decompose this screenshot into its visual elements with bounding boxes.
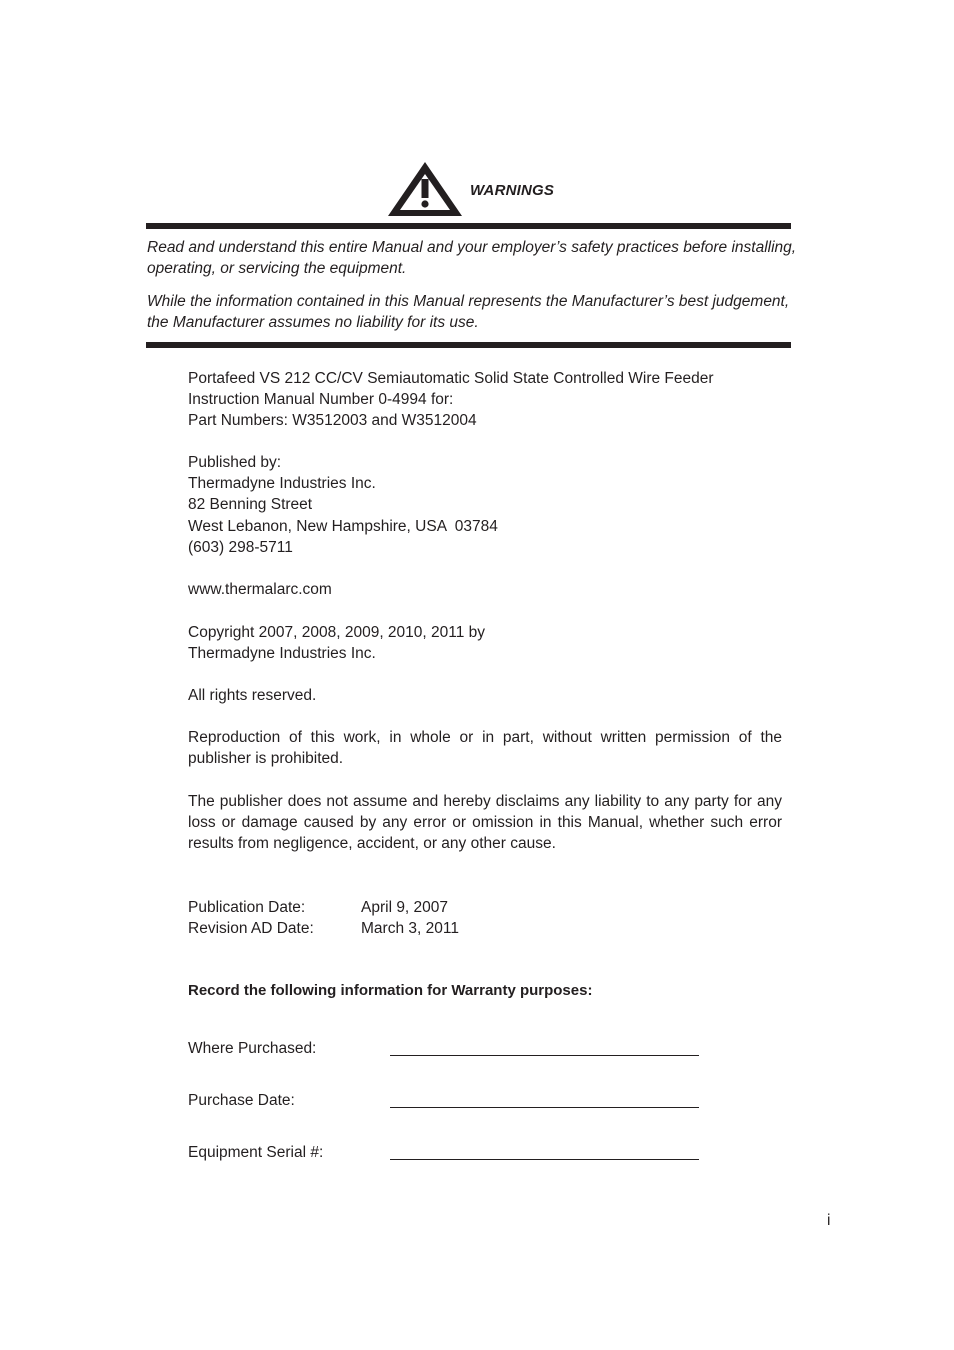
copyright-block (188, 622, 788, 664)
publisher-block (188, 452, 788, 558)
part-numbers: Part Numbers: W3512003 and W3512004 (188, 412, 477, 430)
disclaimer: The publisher does not assume and hereby disclaims any liability to any party for any loss or damage caused by any error or omission in this Manual, whether such error results from negligence, accident, or any other cause. (188, 793, 782, 853)
purchase-date-label: Purchase Date: (188, 1092, 295, 1109)
publisher-street: 82 Benning Street (188, 496, 313, 514)
published-by-label: Published by: (188, 454, 282, 471)
product-title: Portafeed VS 212 CC/CV Semiautomatic Solid State Controlled Wire Feeder (188, 370, 714, 387)
manual-number: Instruction Manual Number 0-4994 for: (188, 391, 454, 409)
copyright-holder: Thermadyne Industries Inc. (188, 645, 376, 663)
publication-date-value: April 9, 2007 (361, 899, 449, 916)
serial-number-field[interactable] (390, 1159, 699, 1160)
revision-date-label: Revision AD Date: (188, 920, 314, 938)
product-info (188, 368, 788, 432)
reproduction-notice: Reproduction of this work, in whole or in part, without written permission of the publisher is prohibited. (188, 729, 782, 768)
rights-reserved: All rights reserved. (188, 687, 317, 704)
copyright-line: Copyright 2007, 2008, 2009, 2010, 2011 by (188, 624, 486, 641)
purchase-date-field[interactable] (390, 1107, 699, 1108)
bottom-divider (146, 342, 791, 348)
publisher-city: West Lebanon, New Hampshire, USA 03784 (188, 517, 498, 535)
warning-paragraph-1: Read and understand this entire Manual and your employer’s safety practices before installing, operating, or servicing the equipment. (147, 239, 797, 277)
serial-number-label: Equipment Serial #: (188, 1144, 324, 1161)
revision-date-value: March 3, 2011 (361, 920, 459, 938)
warnings-title: WARNINGS (470, 182, 555, 199)
publisher-name: Thermadyne Industries Inc. (188, 475, 376, 493)
where-purchased-label: Where Purchased: (188, 1040, 317, 1057)
top-divider (146, 223, 791, 229)
warranty-heading: Record the following information for Warranty purposes: (188, 982, 593, 999)
website: www.thermalarc.com (188, 581, 332, 598)
publication-date-label: Publication Date: (188, 899, 306, 916)
publisher-phone: (603) 298-5711 (188, 538, 293, 556)
page-number: i (827, 1212, 831, 1229)
warning-triangle-icon (386, 160, 464, 218)
where-purchased-field[interactable] (390, 1055, 699, 1056)
dates-block (188, 897, 788, 939)
warning-paragraph-2: While the information contained in this Manual represents the Manufacturer’s best judgement, the Manufacturer assumes no liability for its use. (147, 293, 790, 331)
